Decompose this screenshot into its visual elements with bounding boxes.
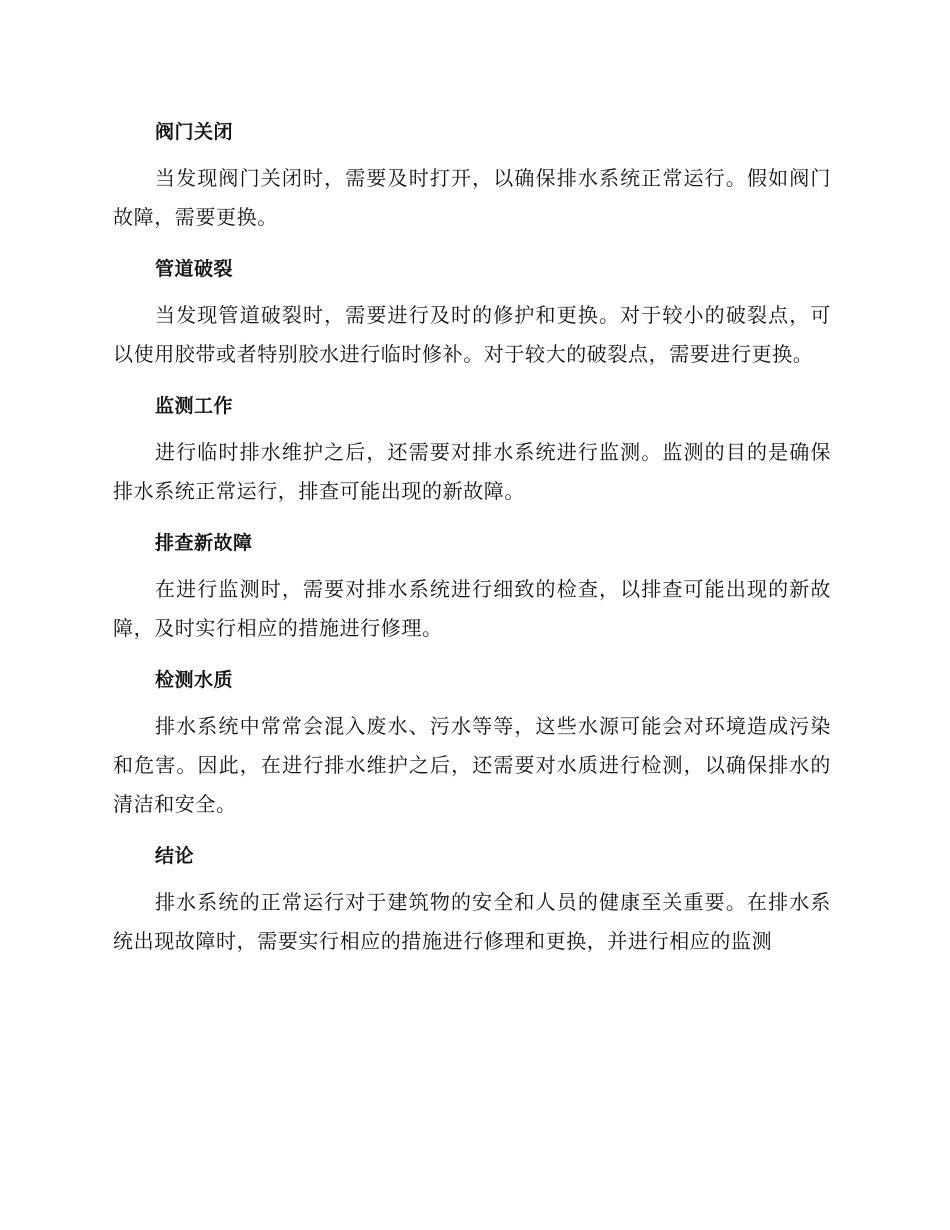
section-paragraph: 当发现阀门关闭时，需要及时打开，以确保排水系统正常运行。假如阀门故障，需要更换。 [113,166,831,229]
section-heading: 管道破裂 [155,258,234,280]
section-monitoring [113,386,831,511]
section-paragraph: 当发现管道破裂时，需要进行及时的修护和更换。对于较小的破裂点，可以使用胶带或者特别胶水进行临时修补。对于较大的破裂点，需要进行更换。 [113,303,831,366]
section-paragraph: 排水系统中常常会混入废水、污水等等，这些水源可能会对环境造成污染和危害。因此，在进行排水维护之后，还需要对水质进行检测，以确保排水的清洁和安全。 [113,714,831,816]
section-paragraph: 在进行监测时，需要对排水系统进行细致的检查，以排查可能出现的新故障，及时实行相应的措施进行修理。 [113,577,831,640]
section-conclusion [113,836,831,961]
section-valve-closed [113,106,831,237]
section-paragraph: 排水系统的正常运行对于建筑物的安全和人员的健康至关重要。在排水系统出现故障时，需要实行相应的措施进行修理和更换，并进行相应的监测 [113,890,831,953]
section-new-faults [113,523,831,648]
section-pipe-rupture [113,249,831,374]
section-heading: 结论 [155,845,195,867]
section-heading: 检测水质 [155,669,234,691]
section-heading: 阀门关闭 [155,121,234,143]
section-paragraph: 进行临时排水维护之后，还需要对排水系统进行监测。监测的目的是确保排水系统正常运行，排查可能出现的新故障。 [113,440,831,503]
document-body [113,106,831,973]
section-water-quality [113,660,831,824]
section-heading: 监测工作 [155,395,234,417]
section-heading: 排查新故障 [155,532,253,554]
